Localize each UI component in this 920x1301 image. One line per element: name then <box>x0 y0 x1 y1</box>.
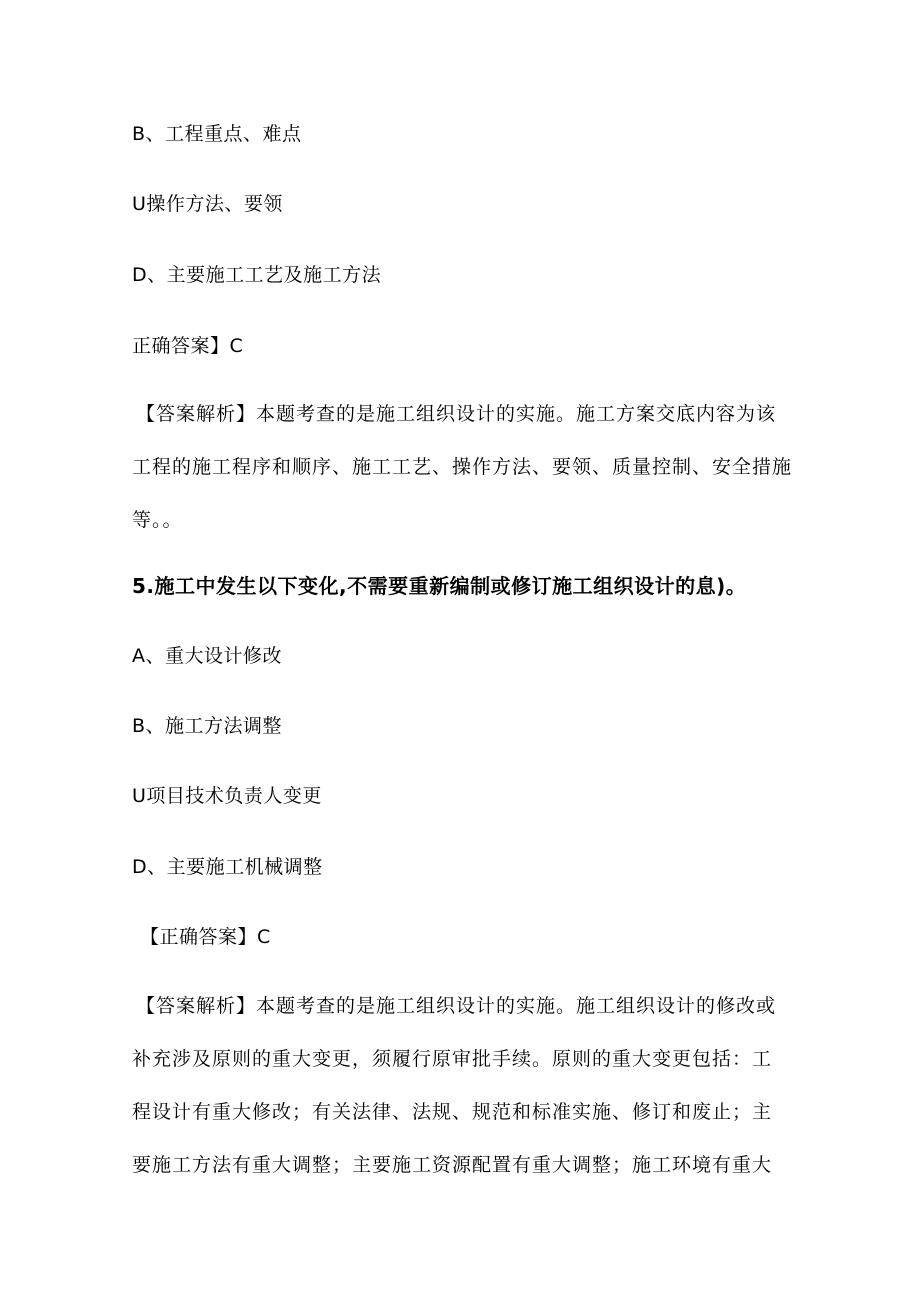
q5-option-b: B、施工方法调整 <box>132 715 283 737</box>
q4-answer-analysis <box>132 388 806 547</box>
q5-option-a: A、重大设计修改 <box>132 645 282 667</box>
q5-analysis-line: 程设计有重大修改；有关法律、法规、规范和标准实施、修订和废止；主 <box>132 1101 773 1123</box>
q5-analysis-line: 要施工方法有重大调整；主要施工资源配置有重大调整；施工环境有重大 <box>132 1154 773 1176</box>
q4-correct-answer: 正确答案】C <box>132 335 244 357</box>
q4-option-c: U操作方法、要领 <box>132 193 283 215</box>
q5-option-d: D、主要施工机械调整 <box>132 856 323 878</box>
q5-analysis-line: 【答案解析】本题考查的是施工组织设计的实施。施工组织设计的修改或 <box>136 995 777 1017</box>
q4-option-d: D、主要施工工艺及施工方法 <box>132 264 382 286</box>
q5-option-c: U项目技术负责人变更 <box>132 785 322 807</box>
q4-option-b: B、工程重点、难点 <box>132 123 302 145</box>
q5-question-title: 5.施工中发生以下变化,不需要重新编制或修订施工组织设计的息)。 <box>132 574 747 598</box>
q4-analysis-line: 工程的施工程序和顺序、施工工艺、操作方法、要领、质量控制、安全措施 <box>132 456 793 478</box>
q4-analysis-line: 等。。 <box>132 509 183 531</box>
q5-correct-answer: 【正确答案】C <box>140 926 271 948</box>
q4-analysis-line: 【答案解析】本题考查的是施工组织设计的实施。施工方案交底内容为该 <box>136 403 777 425</box>
q5-answer-analysis <box>132 980 806 1192</box>
q5-analysis-line: 补充涉及原则的重大变更，须履行原审批手续。原则的重大变更包括：工 <box>132 1048 773 1070</box>
